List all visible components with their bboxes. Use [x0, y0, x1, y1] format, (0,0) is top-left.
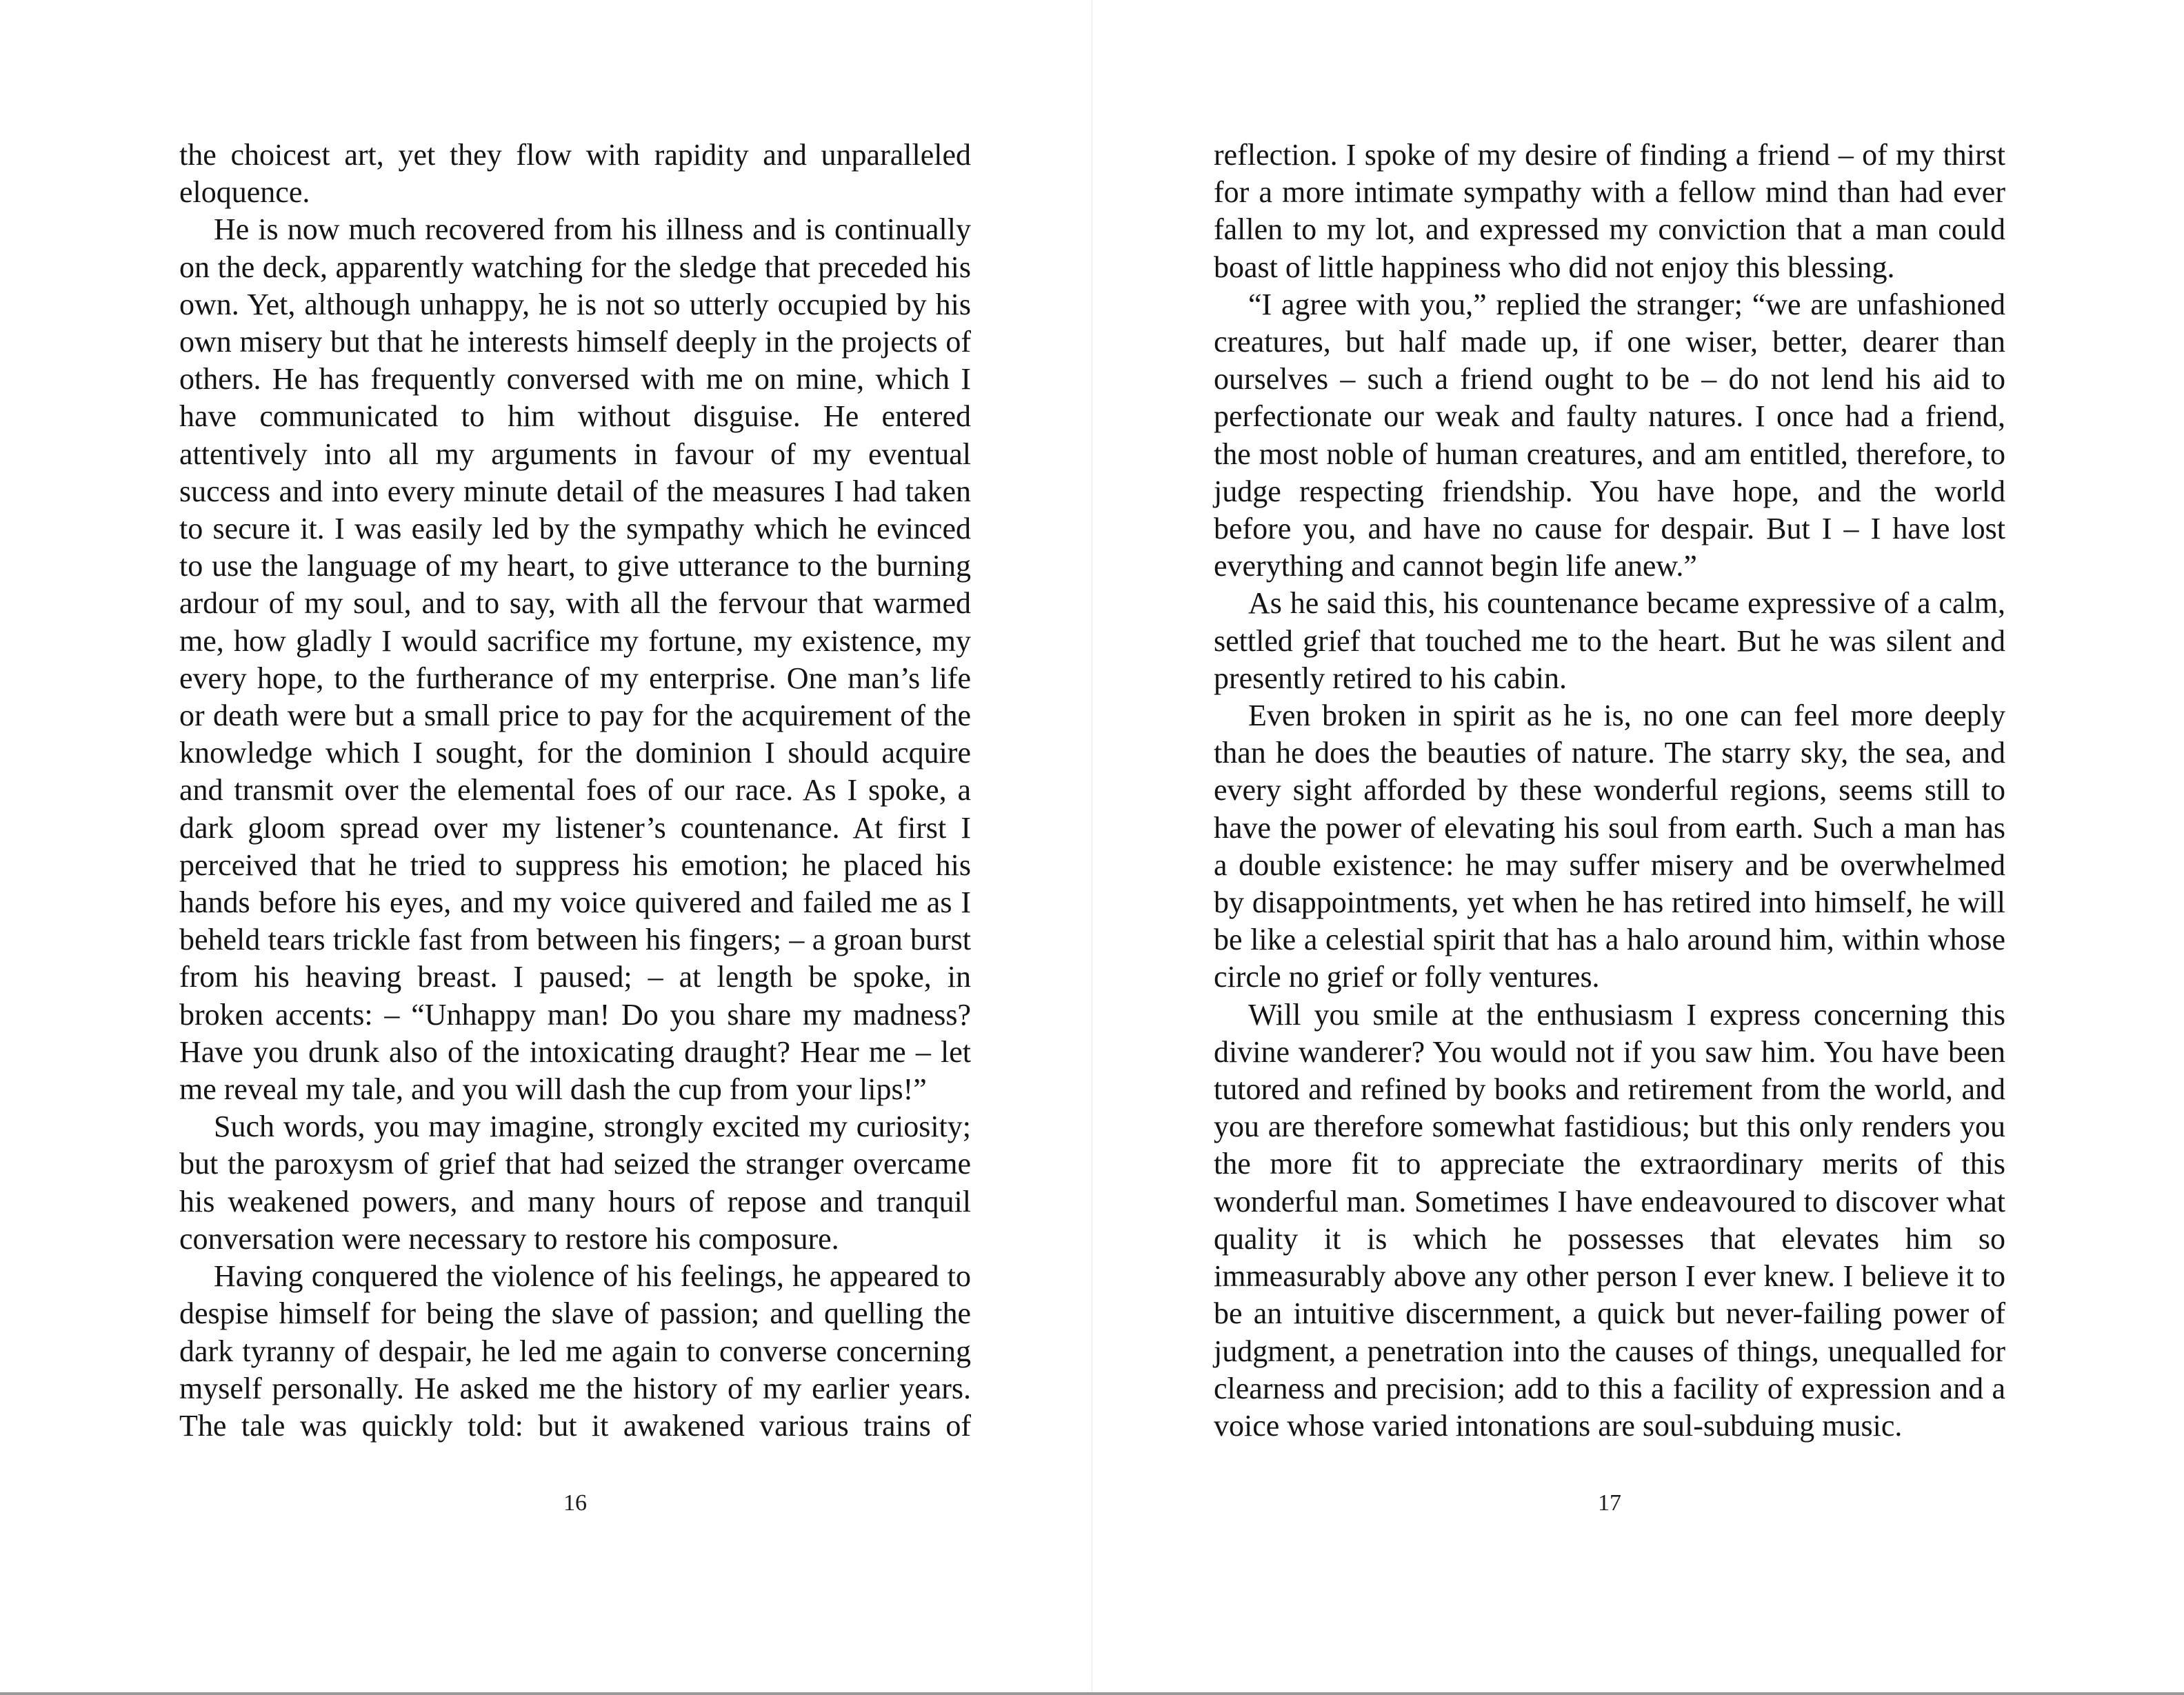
- paragraph: Such words, you may imagine, strongly excited my curiosity; but the paroxysm of grief that had seized the stranger overcame his weakened powers, and many hours of repose and tranquil conversation were necessary to restore his composure.: [179, 1110, 971, 1256]
- paragraph: As he said this, his countenance became expressive of a calm, settled grief that touched me to the heart. But he was silent and presently retired to his cabin.: [1214, 586, 2005, 695]
- paragraph: He is now much recovered from his illness and is continually on the deck, apparently watching for the sledge that preceded his own. Yet, although unhappy, he is not so utterly occupied by his own misery but that he interests himself deeply in the projects of others. He has frequently conversed with me on mine, which I have communicated to him without disguise. He entered attentively into all my arguments in favour of my eventual success and into every minute detail of the measures I had taken to secure it. I was easily led by the sympathy which he evinced to use the language of my heart, to give utterance to the burning ardour of my soul, and to say, with all the fervour that warmed me, how gladly I would sacrifice my fortune, my existence, my every hope, to the furtherance of my enterprise. One man’s life or death were but a small price to pay for the acquirement of the knowledge which I sought, for the dominion I should acquire and transmit over the elemental foes of our race. As I spoke, a dark gloom spread over my listener’s countenance. At first I perceived that he tried to suppress his emotion; he placed his hands before his eyes, and my voice quivered and failed me as I beheld tears trickle fast from between his fingers; – a groan burst from his heaving breast. I paused; – at length be spoke, in broken accents: – “Unhappy man! Do you share my madness? Have you drunk also of the intoxicating draught? Hear me – let me reveal my tale, and you will dash the cup from your lips!”: [179, 212, 971, 1107]
- paragraph: Having conquered the violence of his feelings, he appeared to despise himself for being the slave of passion; and quelling the dark tyranny of despair, he led me again to converse concerning myself personally. He asked me the history of my earlier years. The tale was quickly told: but it awakened various trains of: [179, 1259, 971, 1443]
- paragraph: “I agree with you,” replied the stranger; “we are unfashioned creatures, but half made up, if one wiser, better, dearer than ourselves – such a friend ought to be – do not lend his aid to perfectionate our weak and faulty natures. I once had a friend, the most noble of human creatures, and am entitled, therefore, to judge respecting friendship. You have hope, and the world before you, and have no cause for despair. But I – I have lost everything and cannot begin life anew.”: [1214, 287, 2005, 583]
- page-number-left: 16: [563, 1490, 587, 1516]
- right-page: [1092, 0, 2184, 1695]
- left-page-text: [179, 137, 971, 1445]
- right-page-text: [1214, 137, 2005, 1445]
- page-number-right: 17: [1598, 1490, 1621, 1516]
- paragraph: Will you smile at the enthusiasm I express concerning this divine wanderer? You would not if you saw him. You have been tutored and refined by books and retirement from the world, and you are therefore somewhat fastidious; but this only renders you the more fit to appreciate the extraordinary merits of this wonderful man. Sometimes I have endeavoured to discover what quality it is which he possesses that elevates him so immeasurably above any other person I ever knew. I believe it to be an intuitive discernment, a quick but never-failing power of judgment, a penetration into the causes of things, unequalled for clearness and precision; add to this a facility of expression and a voice whose varied intonations are soul-subduing music.: [1214, 997, 2005, 1443]
- bottom-edge-rule: [0, 1692, 2184, 1695]
- paragraph-continued: reflection. I spoke of my desire of finding a friend – of my thirst for a more intimate sympathy with a fellow mind than had ever fallen to my lot, and expressed my conviction that a man could boast of little happiness who did not enjoy this blessing.: [1214, 138, 2005, 284]
- paragraph: Even broken in spirit as he is, no one can feel more deeply than he does the beauties of nature. The starry sky, the sea, and every sight afforded by these wonderful regions, seems still to have the power of elevating his soul from earth. Such a man has a double existence: he may suffer misery and be overwhelmed by disappointments, yet when he has retired into himself, he will be like a celestial spirit that has a halo around him, within whose circle no grief or folly ventures.: [1214, 699, 2005, 994]
- paragraph-continued: the choicest art, yet they flow with rapidity and unparalleled eloquence.: [179, 138, 971, 210]
